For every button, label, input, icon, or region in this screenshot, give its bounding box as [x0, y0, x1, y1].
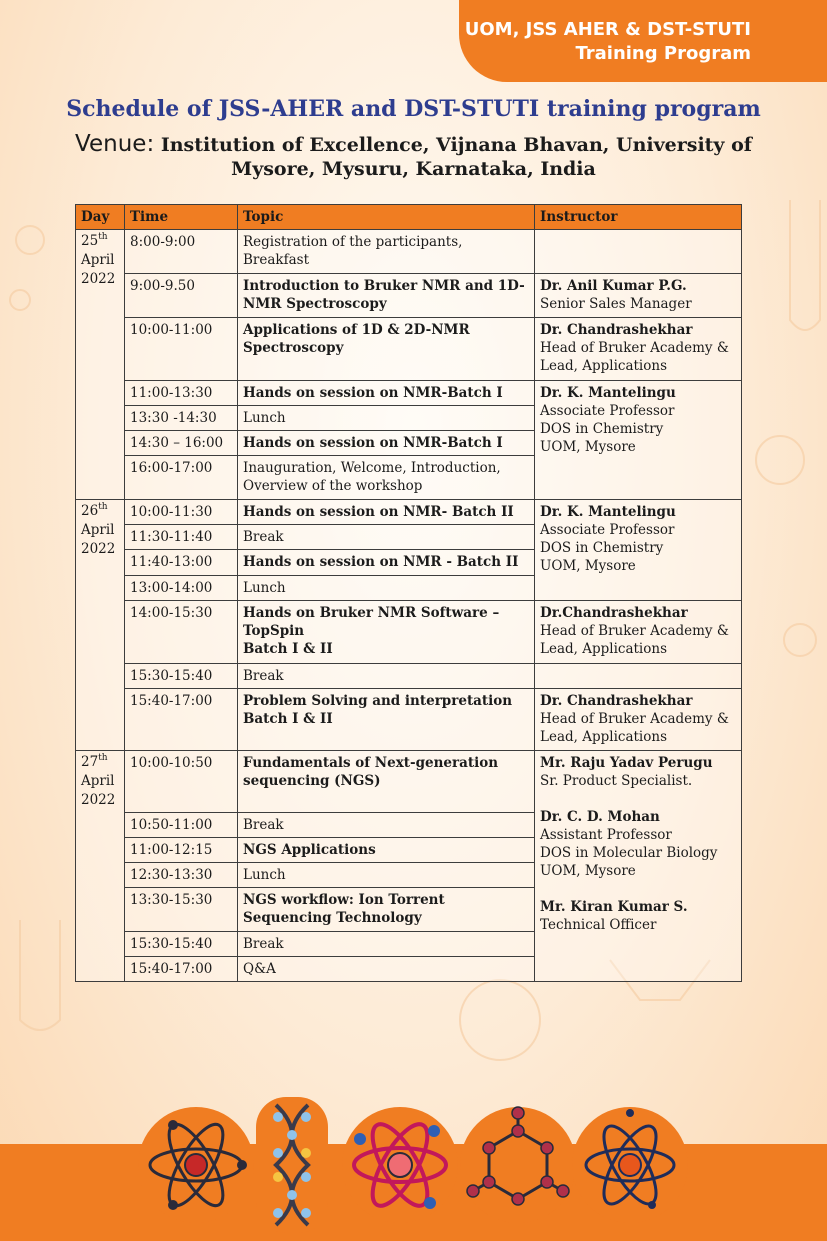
instructor-cell: Mr. Raju Yadav Perugu Sr. Product Specialist. Dr. C. D. Mohan Assistant Professor DOS in Molecular Biology UOM, Mysore Mr. Kiran Kumar S. Technical Officer: [535, 751, 742, 982]
time-cell: 10:50-11:00: [125, 813, 238, 838]
table-row: [76, 230, 742, 274]
time-cell: 11:30-11:40: [125, 525, 238, 550]
topic-cell: Break: [238, 525, 535, 550]
topic-cell: Registration of the participants, Breakfast: [238, 230, 535, 274]
topic-cell: Lunch: [238, 863, 535, 888]
time-cell: 16:00-17:00: [125, 456, 238, 500]
dna-icon: [256, 1097, 328, 1233]
topic-cell: Fundamentals of Next-generation sequencing (NGS): [238, 751, 535, 813]
time-cell: 12:30-13:30: [125, 863, 238, 888]
day-cell: 25th April 2022: [76, 230, 125, 500]
topic-cell: Break: [238, 932, 535, 957]
topic-cell: Problem Solving and interpretation Batch I & II: [238, 689, 535, 751]
instructor-cell: Dr. Chandrashekhar Head of Bruker Academy & Lead, Applications: [535, 689, 742, 751]
instructor-cell: [535, 664, 742, 689]
topic-cell: Lunch: [238, 406, 535, 431]
program-tag-line2: Training Program: [575, 43, 751, 64]
time-cell: 8:00-9:00: [125, 230, 238, 274]
time-cell: 13:30-15:30: [125, 888, 238, 932]
time-cell: 11:00-12:15: [125, 838, 238, 863]
atom-icon: [342, 1107, 458, 1223]
time-cell: 10:00-11:30: [125, 500, 238, 525]
day-cell: 27th April 2022: [76, 751, 125, 982]
table-row: [76, 500, 742, 525]
time-cell: 15:30-15:40: [125, 932, 238, 957]
program-tag-line1: UOM, JSS AHER & DST-STUTI: [464, 19, 751, 40]
footer-icons: [0, 1090, 827, 1241]
topic-cell: Lunch: [238, 576, 535, 601]
table-header-row: [76, 205, 742, 230]
header-instructor: Instructor: [535, 205, 742, 230]
instructor-cell: Dr. Anil Kumar P.G. Senior Sales Manager: [535, 274, 742, 318]
table-row: [76, 751, 742, 813]
time-cell: 15:30-15:40: [125, 664, 238, 689]
table-row: [76, 381, 742, 406]
time-cell: 11:00-13:30: [125, 381, 238, 406]
schedule-table: [75, 204, 742, 982]
program-tag: [459, 0, 827, 82]
page-title: Schedule of JSS-AHER and DST-STUTI training program: [66, 96, 761, 122]
time-cell: 14:00-15:30: [125, 601, 238, 664]
table-row: [76, 689, 742, 751]
topic-cell: Hands on Bruker NMR Software – TopSpin Batch I & II: [238, 601, 535, 664]
instructor-cell: [535, 230, 742, 274]
day-cell: 26th April 2022: [76, 500, 125, 751]
header-day: Day: [76, 205, 125, 230]
time-cell: 13:00-14:00: [125, 576, 238, 601]
venue-text: Institution of Excellence, Vijnana Bhavan, University of Mysore, Mysuru, Karnataka, India: [160, 134, 752, 180]
table-row: [76, 318, 742, 381]
venue: [60, 132, 767, 181]
time-cell: 15:40-17:00: [125, 689, 238, 751]
atom-icon: [138, 1107, 254, 1223]
atom-icon: [572, 1107, 688, 1223]
table-row: [76, 601, 742, 664]
topic-cell: Hands on session on NMR-Batch I: [238, 381, 535, 406]
time-cell: 9:00-9.50: [125, 274, 238, 318]
topic-cell: Hands on session on NMR - Batch II: [238, 550, 535, 576]
topic-cell: Applications of 1D & 2D-NMR Spectroscopy: [238, 318, 535, 381]
table-row: [76, 274, 742, 318]
table-row: [76, 664, 742, 689]
time-cell: 13:30 -14:30: [125, 406, 238, 431]
topic-cell: Inauguration, Welcome, Introduction, Overview of the workshop: [238, 456, 535, 500]
topic-cell: Hands on session on NMR- Batch II: [238, 500, 535, 525]
instructor-cell: Dr. K. Mantelingu Associate Professor DOS in Chemistry UOM, Mysore: [535, 500, 742, 601]
instructor-cell: Dr. K. Mantelingu Associate Professor DOS in Chemistry UOM, Mysore: [535, 381, 742, 500]
time-cell: 11:40-13:00: [125, 550, 238, 576]
time-cell: 15:40-17:00: [125, 957, 238, 982]
time-cell: 10:00-11:00: [125, 318, 238, 381]
topic-cell: Break: [238, 813, 535, 838]
topic-cell: Introduction to Bruker NMR and 1D-NMR Spectroscopy: [238, 274, 535, 318]
topic-cell: Hands on session on NMR-Batch I: [238, 431, 535, 456]
instructor-cell: Dr. Chandrashekhar Head of Bruker Academy & Lead, Applications: [535, 318, 742, 381]
topic-cell: NGS Applications: [238, 838, 535, 863]
header-topic: Topic: [238, 205, 535, 230]
molecule-icon: [460, 1107, 576, 1223]
topic-cell: NGS workflow: Ion Torrent Sequencing Technology: [238, 888, 535, 932]
header-time: Time: [125, 205, 238, 230]
topic-cell: Break: [238, 664, 535, 689]
time-cell: 14:30 – 16:00: [125, 431, 238, 456]
instructor-cell: Dr.Chandrashekhar Head of Bruker Academy & Lead, Applications: [535, 601, 742, 664]
time-cell: 10:00-10:50: [125, 751, 238, 813]
venue-label: Venue:: [75, 131, 155, 157]
topic-cell: Q&A: [238, 957, 535, 982]
